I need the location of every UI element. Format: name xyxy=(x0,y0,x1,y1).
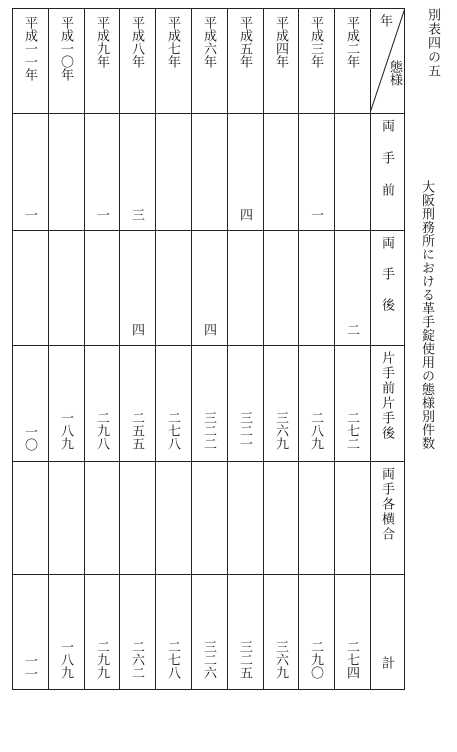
table-cell: 三 xyxy=(129,208,144,221)
column-divider xyxy=(227,8,228,690)
corner-label-category: 態様 xyxy=(387,60,402,86)
corner-label-year: 年 xyxy=(377,14,392,27)
table-cell: 三六九 xyxy=(273,411,288,450)
table-cell: 二九九 xyxy=(94,640,109,679)
table-border-bottom xyxy=(12,689,405,690)
year-header: 平成九年 xyxy=(94,16,109,68)
table-cell: 四 xyxy=(201,323,216,336)
category-label: 両手後 xyxy=(379,236,394,329)
year-header: 平成八年 xyxy=(129,16,144,68)
table-cell: 一 xyxy=(22,208,37,221)
column-divider xyxy=(263,8,264,690)
table-cell: 二七四 xyxy=(344,640,359,679)
column-divider xyxy=(191,8,192,690)
year-header: 平成六年 xyxy=(201,16,216,68)
table-cell: 一一 xyxy=(22,654,37,680)
year-header: 平成五年 xyxy=(237,16,252,68)
table-cell: 一〇 xyxy=(22,425,37,451)
table-cell: 二六二 xyxy=(129,640,144,679)
table-cell: 三二六 xyxy=(201,640,216,679)
band-divider xyxy=(12,461,405,462)
table-cell: 一 xyxy=(94,208,109,221)
year-header: 平成四年 xyxy=(273,16,288,68)
year-header: 平成一一年 xyxy=(22,16,37,81)
table-cell: 二九〇 xyxy=(308,640,323,679)
table-cell: 一八九 xyxy=(58,640,73,679)
band-divider xyxy=(12,113,405,114)
column-divider xyxy=(84,8,85,690)
statistics-table xyxy=(12,8,405,752)
year-header: 平成三年 xyxy=(308,16,323,68)
column-divider xyxy=(334,8,335,690)
table-cell: 一八九 xyxy=(58,411,73,450)
table-cell: 二七八 xyxy=(165,640,180,679)
year-header: 平成一〇年 xyxy=(58,16,73,81)
column-divider xyxy=(155,8,156,690)
table-cell: 三二一 xyxy=(237,411,252,450)
band-divider xyxy=(12,574,405,575)
table-cell: 二七八 xyxy=(165,411,180,450)
table-cell: 一 xyxy=(308,208,323,221)
table-cell: 三二五 xyxy=(237,640,252,679)
category-label: 両手前 xyxy=(379,119,394,215)
table-cell: 三二二 xyxy=(201,411,216,450)
table-cell: 二九八 xyxy=(94,411,109,450)
year-header: 平成七年 xyxy=(165,16,180,68)
table-cell: 二七二 xyxy=(344,411,359,450)
band-divider xyxy=(12,345,405,346)
category-label: 両手各横合 xyxy=(379,467,394,542)
table-border-left xyxy=(12,8,13,690)
document-title: 大阪刑務所における革手錠使用の態様別件数 xyxy=(419,180,434,450)
table-border-top xyxy=(12,8,405,9)
table-cell: 二五五 xyxy=(129,411,144,450)
table-cell: 三六九 xyxy=(273,640,288,679)
table-cell: 二八九 xyxy=(308,411,323,450)
band-divider xyxy=(12,230,405,231)
column-divider xyxy=(298,8,299,690)
category-label: 片手前片手後 xyxy=(379,351,394,441)
year-header: 平成二年 xyxy=(344,16,359,68)
column-divider xyxy=(119,8,120,690)
category-label: 計 xyxy=(379,656,394,752)
table-reference-label: 別表四の五 xyxy=(425,8,440,78)
table-cell: 四 xyxy=(129,323,144,336)
table-cell: 二 xyxy=(344,323,359,336)
column-divider xyxy=(48,8,49,690)
table-cell: 四 xyxy=(237,208,252,221)
